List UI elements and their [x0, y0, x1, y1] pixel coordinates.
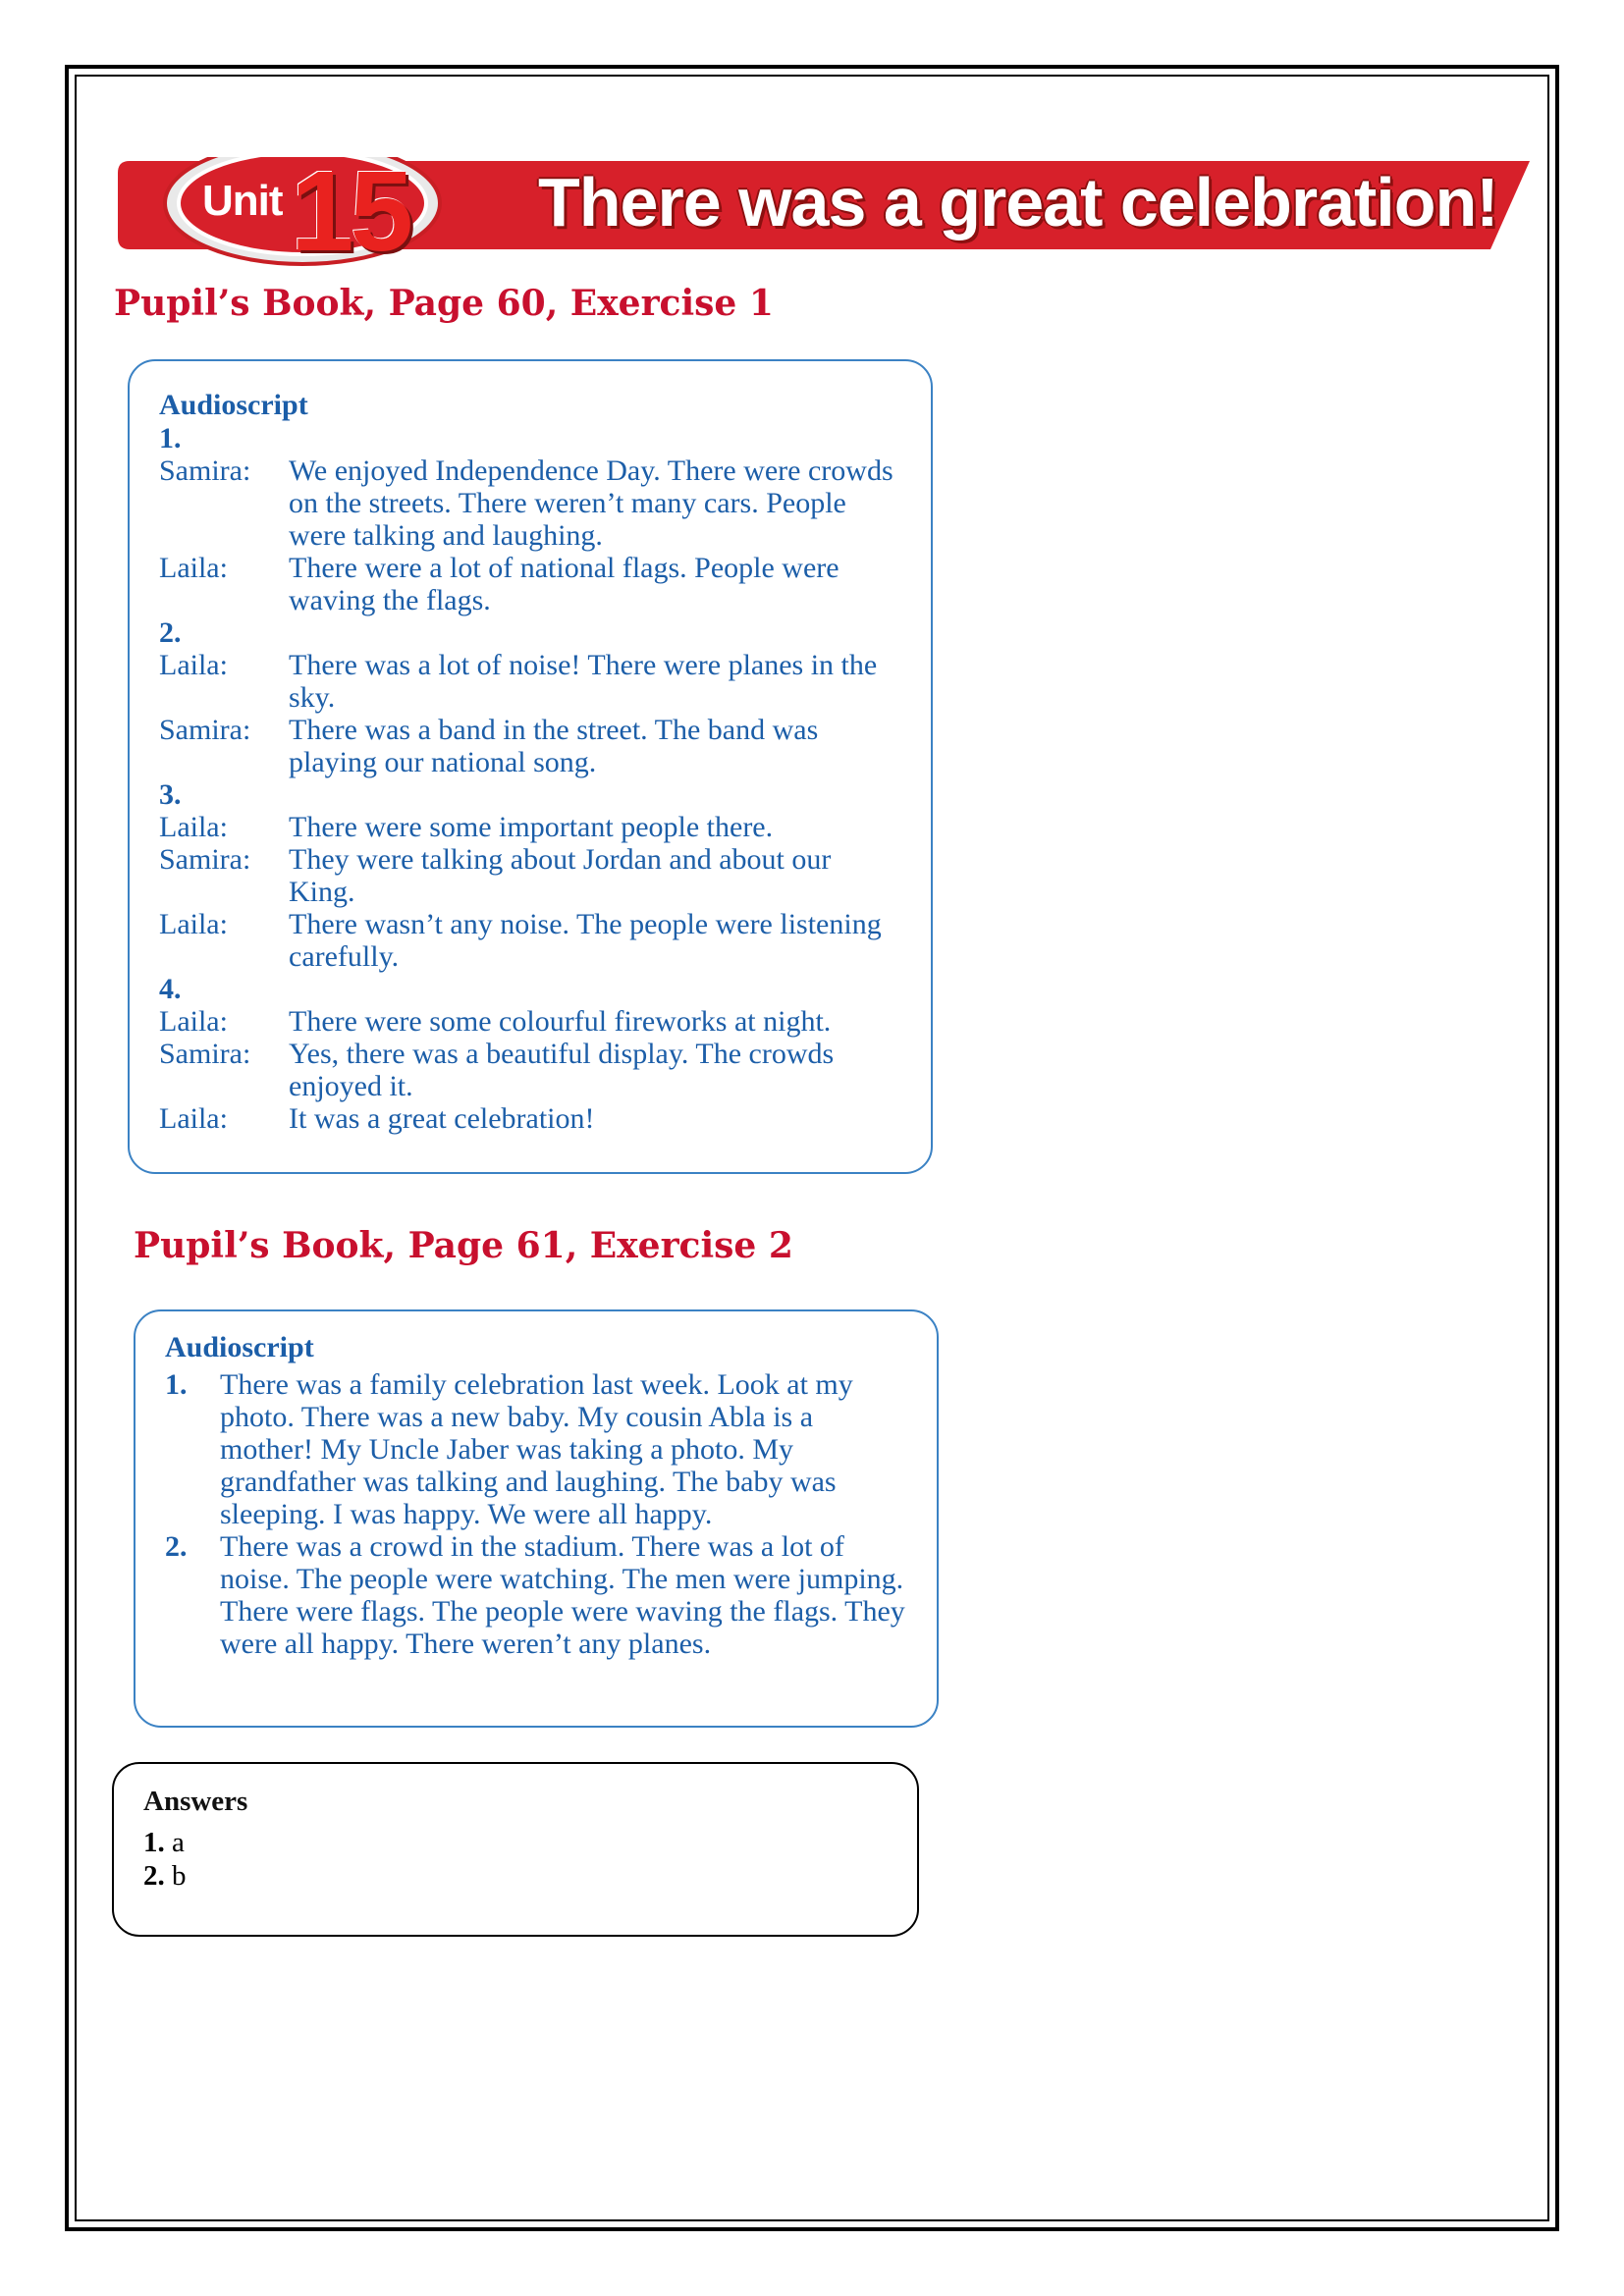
speaker: Laila:: [159, 1102, 228, 1135]
unit-number: 15: [291, 147, 410, 275]
dialogue-part: [159, 616, 901, 778]
speech: It was a great celebration!: [289, 1102, 595, 1135]
answer-item: [143, 1826, 888, 1859]
answer-number: 2.: [143, 1860, 165, 1892]
dialogue-part: [159, 778, 901, 973]
exercise-1-audioscript-box: [128, 359, 933, 1174]
dialogue-line: [159, 1038, 901, 1102]
item-number: 2.: [165, 1530, 188, 1563]
list-item: [165, 1530, 907, 1660]
exercise-1-dialogue: [159, 422, 901, 1135]
speech: There wasn’t any noise. The people were listening carefully.: [289, 908, 882, 973]
exercise-2-list: [165, 1368, 907, 1660]
speech: They were talking about Jordan and about our King.: [289, 843, 832, 908]
dialogue-line: [159, 649, 901, 714]
exercise-2-audioscript-box: [134, 1309, 939, 1728]
speaker: Samira:: [159, 843, 251, 876]
speaker: Laila:: [159, 649, 228, 681]
dialogue-part: [159, 422, 901, 616]
dialogue-part: [159, 973, 901, 1135]
dialogue-line: [159, 1102, 901, 1135]
part-number: 1.: [159, 422, 182, 454]
answer-value: a: [172, 1827, 185, 1858]
item-number: 1.: [165, 1368, 188, 1401]
speech: There was a band in the street. The band was playing our national song.: [289, 714, 819, 778]
dialogue-line: [159, 811, 901, 843]
unit-banner: [116, 147, 1530, 275]
speech: There was a lot of noise! There were planes in the sky.: [289, 649, 878, 714]
exercise-1-heading: Pupil’s Book, Page 60, Exercise 1: [114, 283, 774, 324]
speech: There were a lot of national flags. People were waving the flags.: [289, 552, 839, 616]
item-text: There was a family celebration last week. Look at my photo. There was a new baby. My cousin Abla is a mother! My Uncle Jaber was taking a photo. My grandfather was talking and laughing. The baby was sleeping. I was happy. We were all happy.: [220, 1368, 853, 1530]
dialogue-line: [159, 454, 901, 552]
speaker: Laila:: [159, 811, 228, 843]
speech: There were some colourful fireworks at night.: [289, 1005, 832, 1038]
speaker: Laila:: [159, 1005, 228, 1038]
dialogue-line: [159, 908, 901, 973]
dialogue-line: [159, 1005, 901, 1038]
unit-title: There was a great celebration!: [538, 164, 1498, 240]
part-number: 3.: [159, 778, 182, 811]
part-number: 4.: [159, 973, 182, 1005]
part-number: 2.: [159, 616, 182, 649]
speaker: Samira:: [159, 454, 251, 487]
unit-label: Unit: [202, 177, 283, 225]
answers-box: [112, 1762, 919, 1937]
speaker: Samira:: [159, 1038, 251, 1070]
speech: Yes, there was a beautiful display. The crowds enjoyed it.: [289, 1038, 835, 1102]
exercise-2-heading: Pupil’s Book, Page 61, Exercise 2: [134, 1225, 793, 1266]
speaker: Laila:: [159, 908, 228, 940]
audioscript-title: Audioscript: [165, 1331, 314, 1363]
dialogue-line: [159, 552, 901, 616]
answer-number: 1.: [143, 1827, 165, 1858]
answers-list: [143, 1826, 888, 1893]
list-item: [165, 1368, 907, 1530]
item-text: There was a crowd in the stadium. There was a lot of noise. The people were watching. The men were jumping. There were flags. The people were waving the flags. They were all happy. There weren’t any planes.: [220, 1530, 905, 1660]
dialogue-line: [159, 843, 901, 908]
answers-title: Answers: [143, 1786, 248, 1817]
answer-item: [143, 1859, 888, 1893]
audioscript-title: Audioscript: [159, 389, 308, 421]
speaker: Samira:: [159, 714, 251, 746]
speech: We enjoyed Independence Day. There were crowds on the streets. There weren’t many cars. People were talking and laughing.: [289, 454, 893, 552]
dialogue-line: [159, 714, 901, 778]
speech: There were some important people there.: [289, 811, 774, 843]
speaker: Laila:: [159, 552, 228, 584]
answer-value: b: [172, 1860, 187, 1892]
